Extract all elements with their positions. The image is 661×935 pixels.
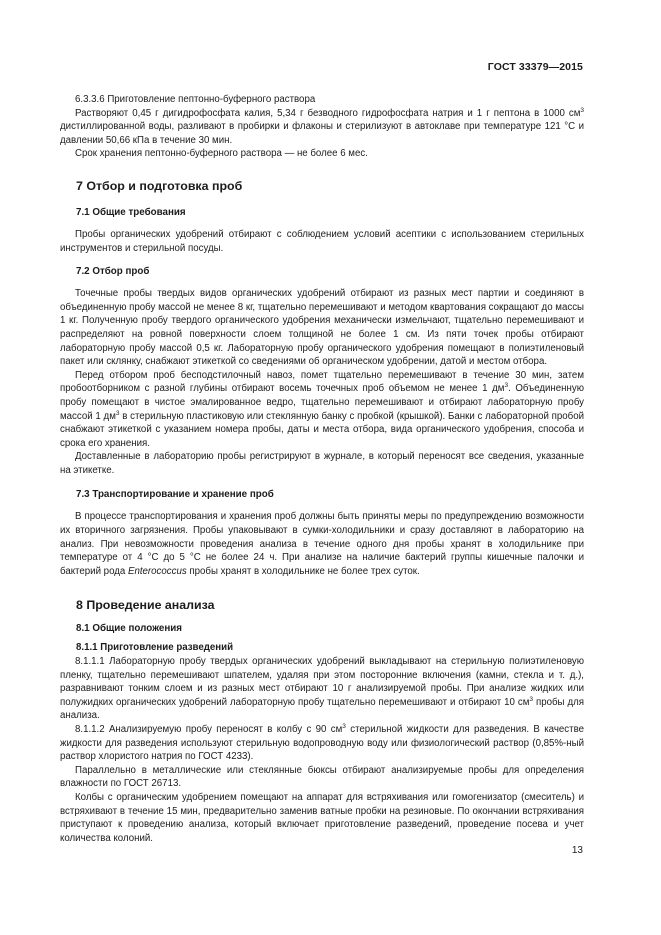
subsection-title-811: 8.1.1 Приготовление разведений	[76, 642, 234, 654]
paragraph: 8.1.1.1 Лабораторную пробу твердых органических удобрений выкладывают на стерильную полиэтиленовую пленку, тщательно перемешивают шпателем, удаляя при этом посторонние включения (камни, стекла и т. д.), разравнивают тонким слоем и из разных мест отбирают 10 г анализируемой пробы. При анализе жидких или полужидких органических удобрений лабораторную пробу тщательно перемешивают и отбирают 10 $см^3$ пробы для анализа.	[60, 656, 584, 722]
page-content	[60, 93, 584, 845]
genus-name: Enterococcus	[127, 565, 187, 577]
page-number: 13	[571, 845, 583, 856]
paragraph: Доставленные в лабораторию пробы регистрируют в журнале, в который переносят все сведения, указанные на этикетке.	[60, 451, 584, 476]
paragraph: Растворяют 0,45 г дигидрофосфата калия, 5,34 г безводного гидрофосфата натрия и 1 г пептона в 1000 $см^3$ дистиллированной воды, разливают в пробирки и флаконы и стерилизуют в автоклаве при температуре 121 °С и давлении 50,66 кПа в течение 30 мин.	[60, 106, 584, 146]
paragraph: В процессе транспортирования и хранения проб должны быть приняты меры по предупреждению возможности их вторичного загрязнения. Пробы упаковывают в сумки-холодильники и сразу доставляют в лабораторию на анализ. При невозможности проведения анализа в течение одного дня пробы хранят в холодильнике при температуре от 4 °С до 5 °С не более 24 ч. При анализе на наличие бактерий группы кишечные палочки и бактерий рода Enterococcus пробы хранят в холодильнике не более трех суток.	[60, 511, 584, 577]
subsection-title-81: 8.1 Общие положения	[76, 623, 183, 635]
paragraph: 8.1.1.2 Анализируемую пробу переносят в колбу с 90 $см^3$ стерильной жидкости для разведения. В качестве жидкости для разведения используют стерильную водопроводную воду или физиологический раствор (0,85%-ный раствор хлористого натрия по ГОСТ 4233).	[60, 723, 584, 763]
paragraph: Пробы органических удобрений отбирают с соблюдением условий асептики с использованием стерильных инструментов и стерильной посуды.	[60, 228, 584, 254]
section-title-8: 8 Проведение анализа	[76, 598, 215, 613]
section-title-7: 7 Отбор и подготовка проб	[76, 178, 243, 193]
paragraph: Параллельно в металлические или стеклянные бюксы отбирают анализируемые пробы для определения влажности по ГОСТ 26713.	[60, 764, 584, 790]
subsection-title-71: 7.1 Общие требования	[76, 206, 186, 218]
subsection-title-6336: 6.3.3.6 Приготовление пептонно-буферного раствора	[75, 94, 316, 105]
subsection-title-72: 7.2 Отбор проб	[76, 266, 150, 278]
subsection-title-73: 7.3 Транспортирование и хранение проб	[76, 489, 274, 501]
paragraph: Колбы с органическим удобрением помещают на аппарат для встряхивания или гомогенизатор (смеситель) и встряхивают в течение 15 мин, предварительно заменив ватные пробки на резиновые. По окончании встряхивания приступают к проведению анализа, который включает приготовление разведений, проведение посева и учет количества колоний.	[60, 791, 584, 844]
paragraph: Точечные пробы твердых видов органических удобрений отбирают из разных мест партии и соединяют в объединенную пробу массой не менее 8 кг, тщательно перемешивают и методом квартования сокращают до массы 1 кг. Полученную пробу твердого органического удобрения механически измельчают, тщательно перемешивают и распределяют на ровной поверхности слоем толщиной не более 1 см. Из пяти точек пробы отбирают лабораторную пробу массой 0,5 кг. Лабораторную пробу органического удобрения помещают в полиэтиленовый пакет или склянку, снабжают этикеткой со сведениями об органическом удобрении, датой и местом отбора.	[60, 288, 584, 368]
paragraph: Срок хранения пептонно-буферного раствора — не более 6 мес.	[75, 148, 368, 160]
paragraph: Перед отбором проб бесподстилочный навоз, помет тщательно перемешивают в течение 30 мин, затем пробоотборником с разной глубины отбирают восемь точечных проб объемом не менее 1 $дм^3$. Объединенную пробу помещают в чистое эмалированное ведро, тщательно перемешивают и отбирают лабораторную пробу массой 1 $дм^3$ в стерильную пластиковую или стеклянную банку с пробкой (крышкой). Банки с лабораторной пробой снабжают этикеткой с указанием номера пробы, даты и места отбора, вида органического удобрения, способа и срока его хранения.	[60, 369, 584, 449]
document-code: ГОСТ 33379—2015	[487, 61, 583, 73]
